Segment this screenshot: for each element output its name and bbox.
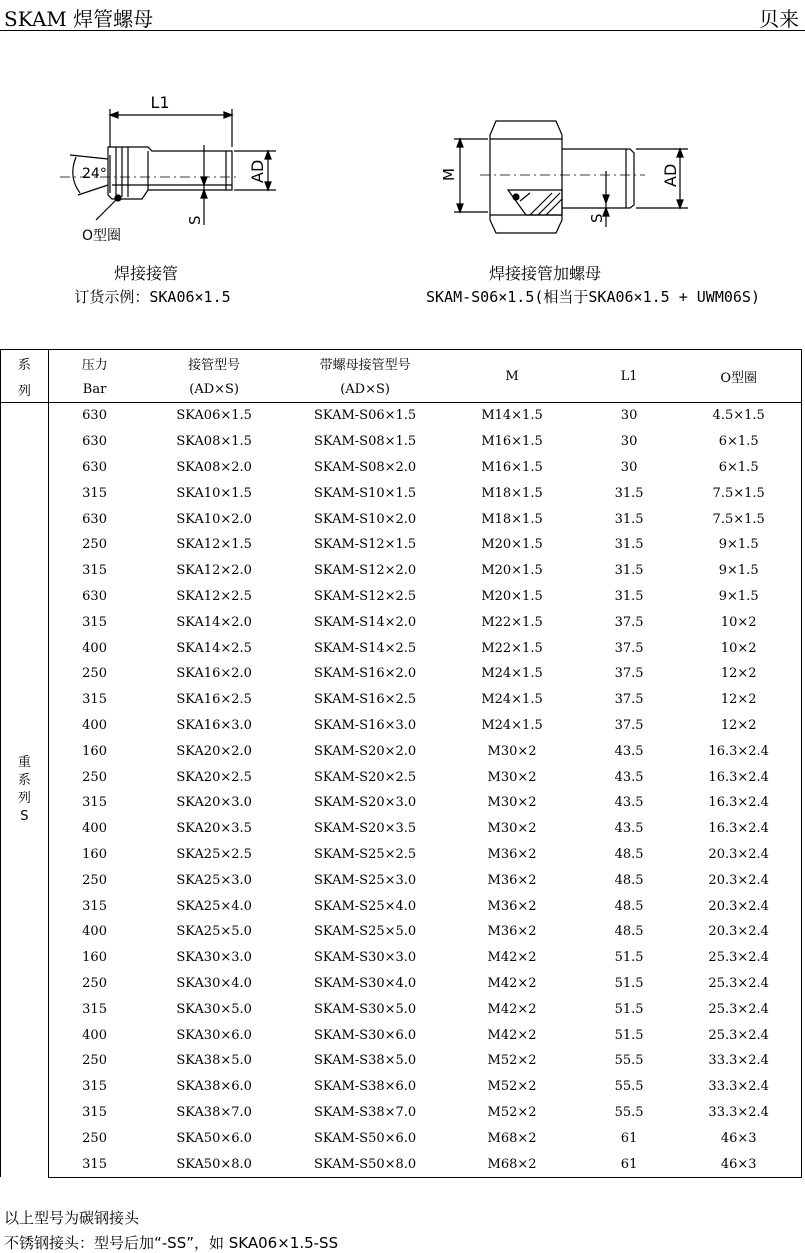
tube-nut-model-cell: SKAM-S30×6.0 [313,1027,417,1043]
thread-m-cell: M42×2 [487,1001,537,1017]
table-row [1,867,802,893]
dim-l1-label: L1 [150,93,170,112]
tube-nut-model-cell: SKAM-S25×4.0 [313,898,417,914]
page-header [0,0,805,31]
l1-cell: 43.5 [614,795,644,811]
table-row [1,1022,802,1048]
l1-cell: 51.5 [614,1027,644,1043]
table-row [1,971,802,997]
oring-cell: 16.3×2.4 [676,816,801,842]
series-label [1,403,49,1178]
table-row [1,945,802,971]
l1-cell: 37.5 [614,666,644,682]
l1-cell: 31.5 [614,537,644,553]
header-tube-nut: 带螺母接管型号 [288,350,442,377]
header-l1: L1 [582,350,677,403]
l1-cell: 48.5 [614,898,644,914]
oring-cell: 20.3×2.4 [676,919,801,945]
pressure-cell: 630 [82,511,107,527]
table-row [1,764,802,790]
thread-m-cell: M30×2 [487,769,537,785]
tube-model-cell: SKA25×5.0 [176,924,252,940]
tube-model-cell: SKA50×8.0 [140,1151,288,1177]
dim-ad-label: AD [248,159,267,183]
l1-cell: 55.5 [614,1104,644,1120]
l1-cell: 51.5 [614,1001,644,1017]
header-tube: 接管型号 [140,350,288,377]
tube-nut-model-cell: SKAM-S12×1.5 [313,537,417,553]
pressure-cell: 250 [82,769,107,785]
header-tube-nut-unit: (AD×S) [288,376,442,403]
thread-m-cell: M14×1.5 [481,408,543,424]
thread-m-cell: M24×1.5 [481,717,543,733]
thread-m-cell: M24×1.5 [481,666,543,682]
pressure-cell: 250 [82,666,107,682]
oring-cell: 25.3×2.4 [676,996,801,1022]
oring-cell: 6×1.5 [676,455,801,481]
table-row [1,1125,802,1151]
l1-cell: 55.5 [614,1079,644,1095]
spec-table-body [1,403,802,1178]
thread-m-cell: M20×1.5 [481,563,543,579]
thread-m-cell: M36×2 [487,924,537,940]
tube-model-cell: SKA12×1.5 [176,537,252,553]
oring-cell: 12×2 [676,687,801,713]
pressure-cell: 250 [82,537,107,553]
tube-nut-model-cell: SKAM-S14×2.0 [313,614,417,630]
table-row [1,893,802,919]
oring-cell: 46×3 [676,1151,801,1177]
tube-model-cell: SKA10×1.5 [176,485,252,501]
oring-label: O型圈 [82,228,122,244]
thread-m-cell: M42×2 [487,1027,537,1043]
oring-cell: 20.3×2.4 [676,893,801,919]
pressure-cell: 250 [82,1053,107,1069]
note-stainless-steel: 不锈钢接头：型号后加“-SS”，如 SKA06×1.5-SS [4,1234,339,1252]
table-row [1,506,802,532]
thread-m-cell: M36×2 [487,872,537,888]
thread-m-cell: M22×1.5 [481,614,543,630]
note-carbon-steel: 以上型号为碳钢接头 [4,1209,140,1227]
dim-m-label: M [440,168,458,181]
table-row [1,480,802,506]
tube-model-cell: SKA12×2.0 [176,563,252,579]
header-tube-unit: (AD×S) [140,376,288,403]
table-row [1,558,802,584]
table-row [1,532,802,558]
thread-m-cell: M42×2 [487,975,537,991]
pressure-cell: 315 [82,692,107,708]
table-row [1,919,802,945]
tube-nut-model-cell: SKAM-S38×5.0 [313,1053,417,1069]
thread-m-cell: M52×2 [487,1104,537,1120]
table-row [1,1048,802,1074]
pressure-cell: 160 [82,950,107,966]
table-row [1,403,802,429]
thread-m-cell: M36×2 [487,898,537,914]
tube-nut-model-cell: SKAM-S30×4.0 [313,975,417,991]
l1-cell: 31.5 [614,563,644,579]
oring-cell: 20.3×2.4 [676,867,801,893]
tube-nut-model-cell: SKAM-S20×3.0 [313,795,417,811]
tube-model-cell: SKA30×3.0 [176,950,252,966]
l1-cell: 48.5 [614,846,644,862]
l1-cell: 37.5 [614,614,644,630]
tube-model-cell: SKA10×2.0 [176,511,252,527]
tube-nut-model-cell: SKAM-S20×2.0 [313,743,417,759]
tube-model-cell: SKA20×2.5 [176,769,252,785]
l1-cell: 30 [620,408,638,424]
tube-nut-model-cell: SKAM-S10×2.0 [313,511,417,527]
thread-m-cell: M18×1.5 [481,485,543,501]
brand-name: 贝来 [759,7,799,31]
header-series: 系 [1,350,49,377]
pressure-cell: 250 [82,872,107,888]
dim-ad-label-right: AD [661,163,680,187]
oring-cell: 16.3×2.4 [676,790,801,816]
tube-model-cell: SKA30×5.0 [176,1001,252,1017]
tube-nut-model-cell: SKAM-S30×5.0 [313,1001,417,1017]
tube-nut-model-cell: SKAM-S50×8.0 [288,1151,442,1177]
thread-m-cell: M68×2 [487,1130,537,1146]
tube-model-cell: SKA06×1.5 [176,408,252,424]
tube-nut-model-cell: SKAM-S38×7.0 [313,1104,417,1120]
l1-cell: 31.5 [614,511,644,527]
series-label-char: 系 [17,773,31,789]
thread-m-cell: M52×2 [487,1079,537,1095]
thread-m-cell: M68×2 [442,1151,582,1177]
thread-m-cell: M30×2 [487,821,537,837]
pressure-cell: 315 [82,898,107,914]
oring-cell: 46×3 [676,1125,801,1151]
pressure-cell: 630 [82,434,107,450]
table-row [1,1151,802,1177]
series-label-char: S [20,809,29,825]
oring-cell: 33.3×2.4 [676,1100,801,1126]
tube-model-cell: SKA20×3.5 [176,821,252,837]
l1-cell: 61 [620,1130,638,1146]
table-row [1,816,802,842]
tube-model-cell: SKA38×6.0 [176,1079,252,1095]
right-order-example: SKAM-S06×1.5(相当于SKA06×1.5 + UWM06S) [426,288,760,306]
tube-model-cell: SKA30×6.0 [176,1027,252,1043]
pressure-cell: 630 [82,588,107,604]
pressure-cell: 400 [82,640,107,656]
pressure-cell: 315 [82,795,107,811]
tube-nut-model-cell: SKAM-S50×6.0 [313,1130,417,1146]
l1-cell: 48.5 [614,872,644,888]
thread-m-cell: M52×2 [487,1053,537,1069]
tube-model-cell: SKA16×2.5 [176,692,252,708]
l1-cell: 51.5 [614,950,644,966]
pressure-cell: 250 [82,975,107,991]
tube-model-cell: SKA25×3.0 [176,872,252,888]
oring-cell: 33.3×2.4 [676,1074,801,1100]
tube-nut-model-cell: SKAM-S16×3.0 [313,717,417,733]
oring-cell: 4.5×1.5 [676,403,801,429]
oring-cell: 7.5×1.5 [676,480,801,506]
oring-cell: 16.3×2.4 [676,738,801,764]
pressure-cell: 315 [82,1104,107,1120]
tube-model-cell: SKA38×5.0 [176,1053,252,1069]
tube-model-cell: SKA25×4.0 [176,898,252,914]
pressure-cell: 160 [82,743,107,759]
left-caption: 焊接接管 [113,264,178,283]
tube-model-cell: SKA50×6.0 [176,1130,252,1146]
tube-nut-model-cell: SKAM-S08×1.5 [313,434,417,450]
l1-cell: 51.5 [614,975,644,991]
dim-s-label-right: S [588,213,606,223]
tube-model-cell: SKA20×3.0 [176,795,252,811]
tube-nut-model-cell: SKAM-S08×2.0 [313,459,417,475]
l1-cell: 37.5 [614,692,644,708]
pressure-cell: 400 [82,924,107,940]
l1-cell: 31.5 [614,588,644,604]
l1-cell: 31.5 [614,485,644,501]
oring-cell: 7.5×1.5 [676,506,801,532]
tube-model-cell: SKA20×2.0 [176,743,252,759]
l1-cell: 30 [620,459,638,475]
pressure-cell: 315 [48,1151,140,1177]
l1-cell: 43.5 [614,743,644,759]
thread-m-cell: M16×1.5 [481,459,543,475]
pressure-cell: 160 [82,846,107,862]
l1-cell: 37.5 [614,717,644,733]
tube-nut-model-cell: SKAM-S16×2.0 [313,666,417,682]
pressure-cell: 315 [82,1079,107,1095]
weld-tube-drawing [0,85,300,255]
table-row [1,455,802,481]
table-row [1,842,802,868]
table-row [1,1074,802,1100]
header-pressure-unit: Bar [48,376,140,403]
tube-nut-model-cell: SKAM-S20×3.5 [313,821,417,837]
l1-cell: 43.5 [614,821,644,837]
table-row [1,738,802,764]
table-row [1,609,802,635]
pressure-cell: 630 [82,408,107,424]
thread-m-cell: M18×1.5 [481,511,543,527]
l1-cell: 48.5 [614,924,644,940]
header-m: M [442,350,582,403]
oring-cell: 9×1.5 [676,532,801,558]
l1-cell: 30 [620,434,638,450]
oring-cell: 25.3×2.4 [676,945,801,971]
tube-nut-model-cell: SKAM-S25×2.5 [313,846,417,862]
thread-m-cell: M24×1.5 [481,692,543,708]
l1-cell: 37.5 [614,640,644,656]
pressure-cell: 315 [82,485,107,501]
header-pressure: 压力 [48,350,140,377]
oring-cell: 6×1.5 [676,429,801,455]
series-label-char: 重 [17,755,31,771]
thread-m-cell: M20×1.5 [481,537,543,553]
tube-model-cell: SKA25×2.5 [176,846,252,862]
pressure-cell: 315 [82,1001,107,1017]
pressure-cell: 315 [82,614,107,630]
thread-m-cell: M30×2 [487,795,537,811]
tube-model-cell: SKA08×1.5 [176,434,252,450]
tube-nut-model-cell: SKAM-S38×6.0 [313,1079,417,1095]
pressure-cell: 400 [82,821,107,837]
thread-m-cell: M36×2 [487,846,537,862]
tube-nut-model-cell: SKAM-S30×3.0 [313,950,417,966]
spec-table [0,349,802,1178]
tube-model-cell: SKA12×2.5 [176,588,252,604]
pressure-cell: 400 [82,717,107,733]
tube-model-cell: SKA14×2.0 [176,614,252,630]
l1-cell: 43.5 [614,769,644,785]
pressure-cell: 400 [82,1027,107,1043]
pressure-cell: 630 [82,459,107,475]
tube-model-cell: SKA38×7.0 [176,1104,252,1120]
header-series-2: 列 [1,376,49,403]
pressure-cell: 250 [82,1130,107,1146]
left-order-example: 订货示例：SKA06×1.5 [74,288,231,306]
oring-cell: 20.3×2.4 [676,842,801,868]
tube-nut-model-cell: SKAM-S20×2.5 [313,769,417,785]
tube-model-cell: SKA14×2.5 [176,640,252,656]
tube-nut-model-cell: SKAM-S25×3.0 [313,872,417,888]
oring-cell: 25.3×2.4 [676,971,801,997]
table-row [1,713,802,739]
tube-nut-model-cell: SKAM-S06×1.5 [313,408,417,424]
table-row [1,996,802,1022]
series-label-char: 列 [17,791,31,807]
thread-m-cell: M22×1.5 [481,640,543,656]
tube-model-cell: SKA08×2.0 [176,459,252,475]
angle-label: 24° [82,166,107,182]
oring-cell: 33.3×2.4 [676,1048,801,1074]
tube-nut-model-cell: SKAM-S25×5.0 [313,924,417,940]
oring-cell: 9×1.5 [676,558,801,584]
thread-m-cell: M30×2 [487,743,537,759]
tube-nut-model-cell: SKAM-S16×2.5 [313,692,417,708]
oring-cell: 12×2 [676,713,801,739]
tube-model-cell: SKA16×2.0 [176,666,252,682]
oring-cell: 9×1.5 [676,584,801,610]
oring-cell: 12×2 [676,661,801,687]
header-oring: O型圈 [676,350,801,403]
table-row [1,584,802,610]
tube-nut-model-cell: SKAM-S14×2.5 [313,640,417,656]
oring-cell: 25.3×2.4 [676,1022,801,1048]
oring-cell: 10×2 [676,609,801,635]
oring-cell: 10×2 [676,635,801,661]
table-row [1,661,802,687]
dim-s-label: S [186,215,204,225]
table-row [1,635,802,661]
table-row [1,1100,802,1126]
thread-m-cell: M42×2 [487,950,537,966]
table-row [1,687,802,713]
tube-nut-model-cell: SKAM-S12×2.0 [313,563,417,579]
right-caption: 焊接接管加螺母 [488,264,601,283]
weld-tube-nut-drawing [430,115,700,240]
oring-cell: 16.3×2.4 [676,764,801,790]
table-row [1,790,802,816]
page-title: SKAM 焊管螺母 [4,7,154,31]
tube-nut-model-cell: SKAM-S10×1.5 [313,485,417,501]
thread-m-cell: M20×1.5 [481,588,543,604]
pressure-cell: 315 [82,563,107,579]
thread-m-cell: M16×1.5 [481,434,543,450]
tube-model-cell: SKA30×4.0 [176,975,252,991]
tube-model-cell: SKA16×3.0 [176,717,252,733]
tube-nut-model-cell: SKAM-S12×2.5 [313,588,417,604]
l1-cell: 61 [582,1151,677,1177]
l1-cell: 55.5 [614,1053,644,1069]
table-row [1,429,802,455]
